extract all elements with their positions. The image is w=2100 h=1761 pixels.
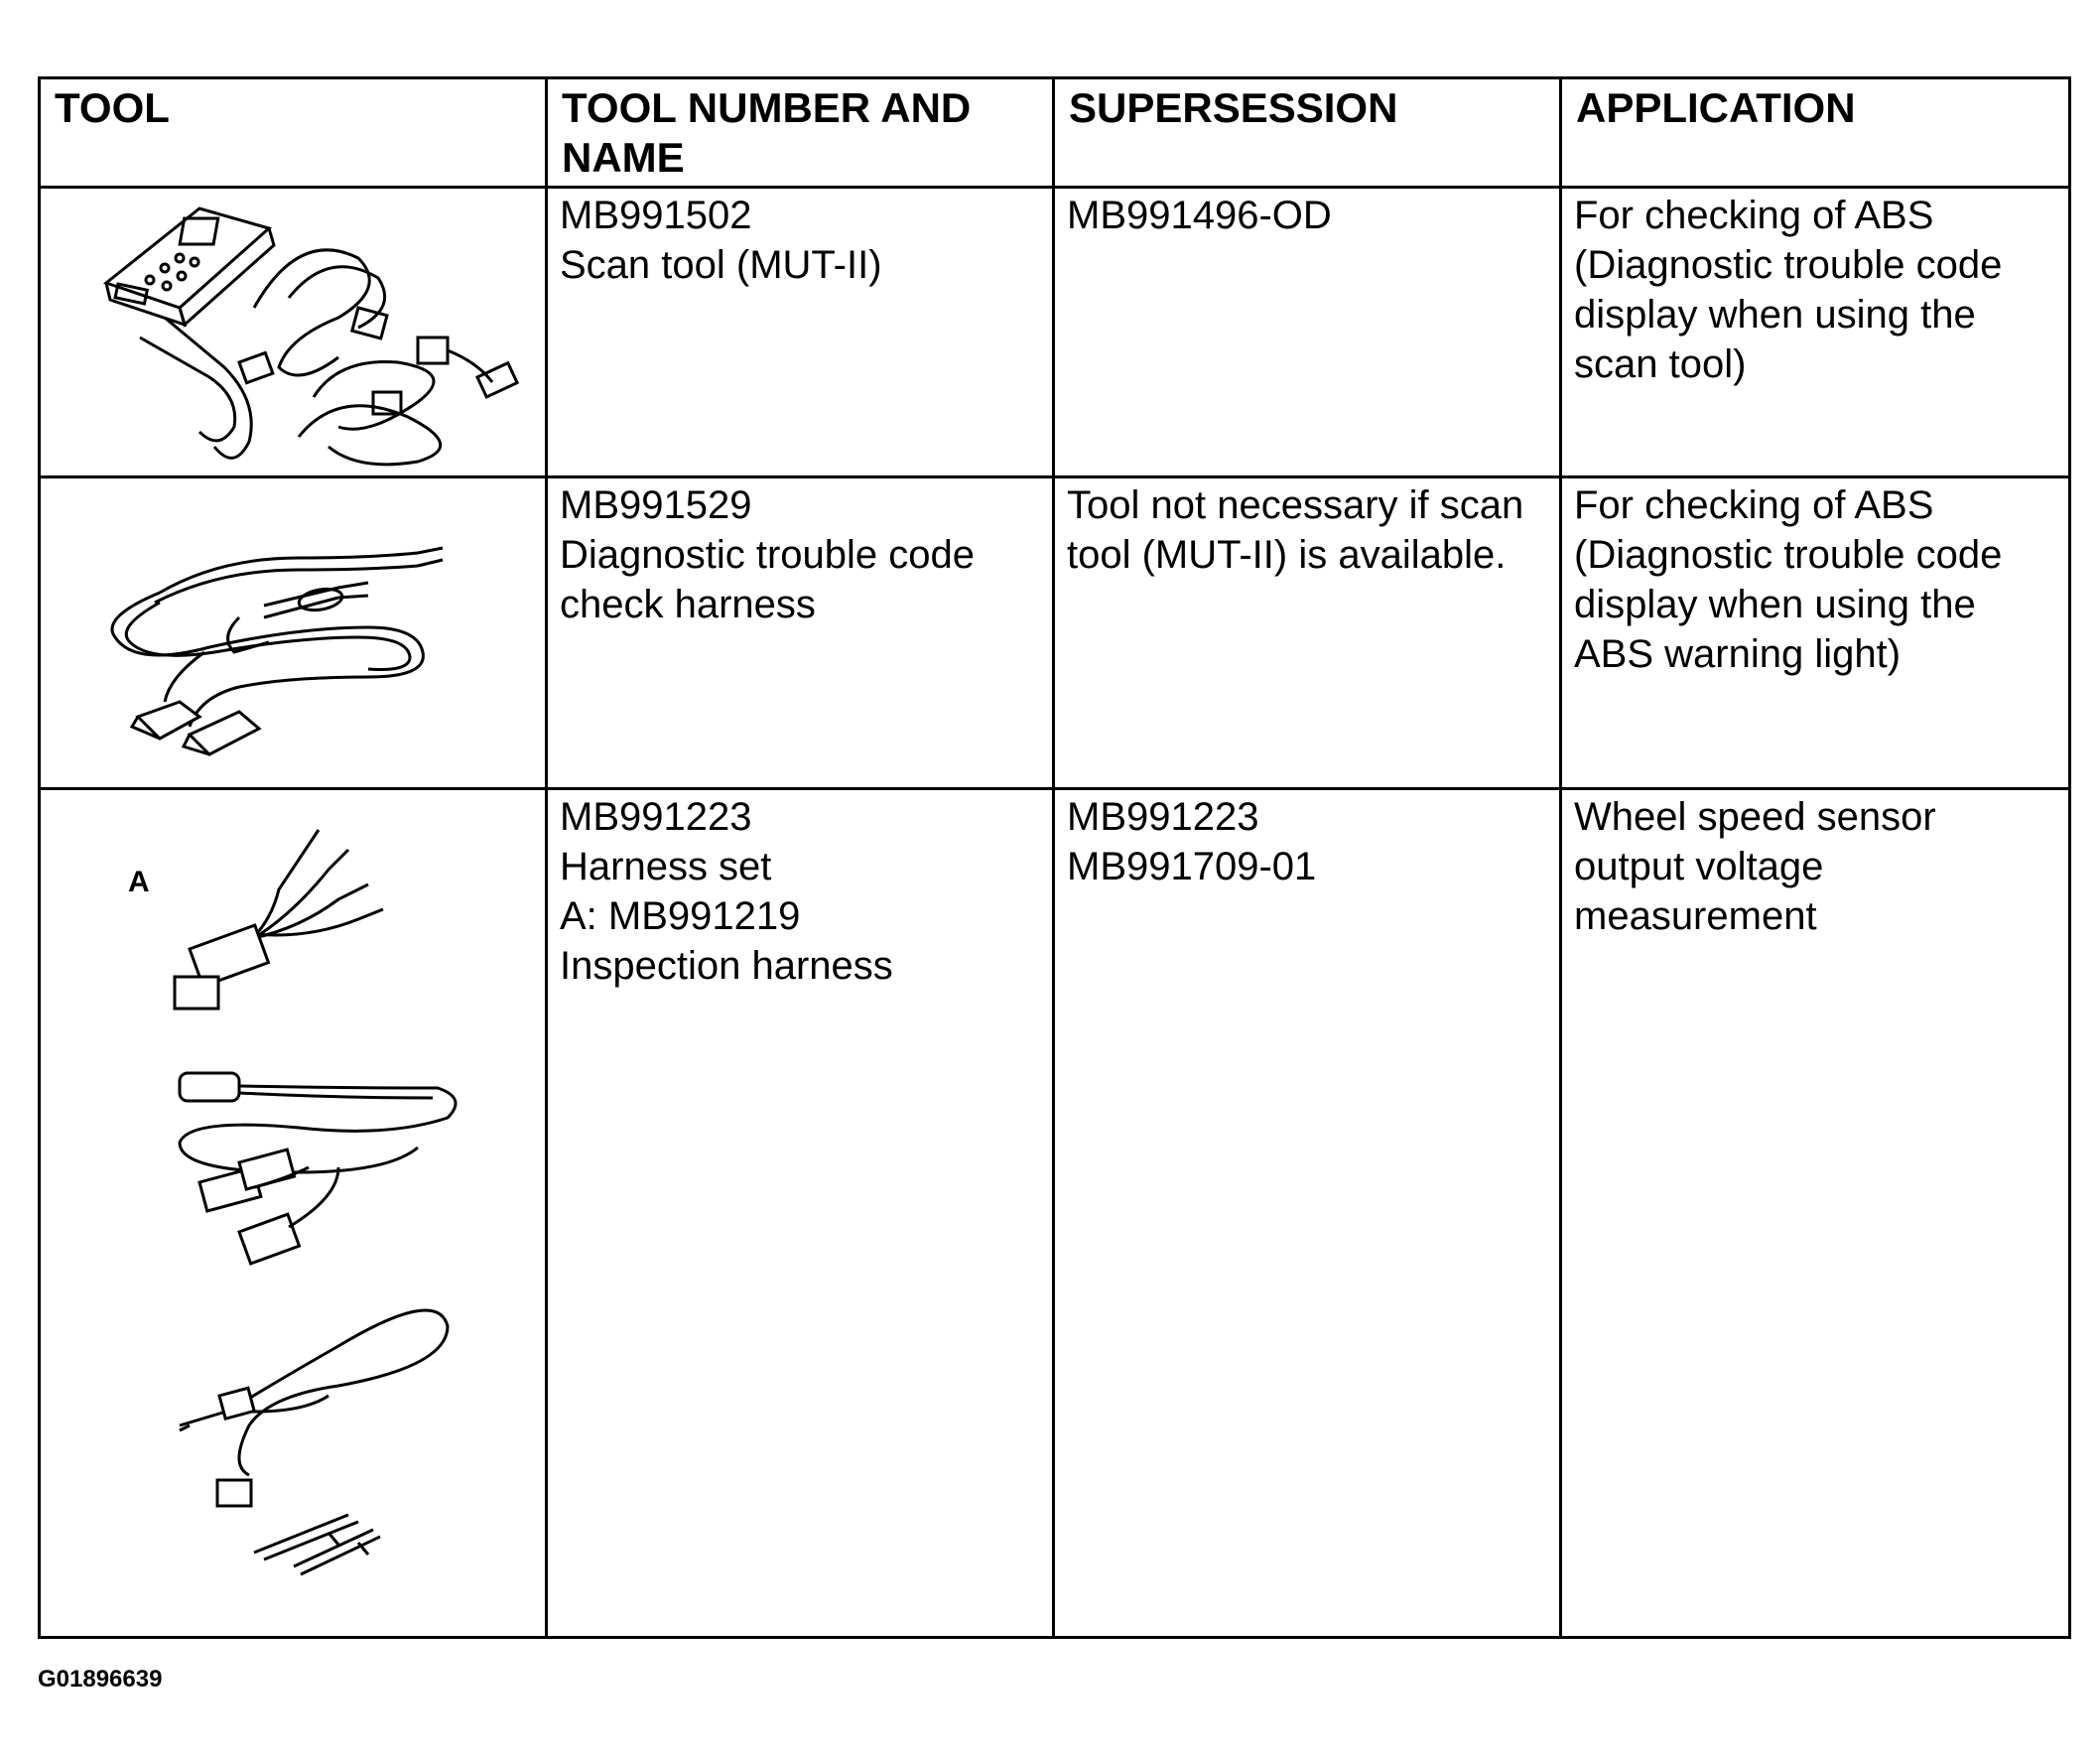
tool-name: Diagnostic trouble code check harness (560, 533, 976, 626)
header-supersession: SUPERSESSION (1054, 78, 1561, 188)
supersession-cell (1054, 789, 1561, 1638)
tool-image-cell (40, 477, 547, 789)
table-row (40, 188, 2070, 477)
tool-name: Scan tool (MUT-II) (560, 243, 882, 287)
figure-label: A (128, 866, 150, 898)
tool-number-cell (547, 188, 1054, 477)
application-value: For checking of ABS (Diagnostic trouble code display when using the scan tool) (1574, 194, 2003, 386)
supersession-value: MB991223 (1067, 795, 1259, 839)
tool-number-cell (547, 789, 1054, 1638)
tool-image-cell (40, 789, 547, 1638)
application-cell (1561, 477, 2070, 789)
tool-number: MB991223 (560, 795, 752, 839)
special-tools-sheet (38, 76, 2068, 1639)
tool-number: MB991502 (560, 194, 752, 237)
tool-image-cell (40, 188, 547, 477)
header-application: APPLICATION (1561, 78, 2070, 188)
application-cell (1561, 188, 2070, 477)
header-tool: TOOL (40, 78, 547, 188)
supersession-cell (1054, 188, 1561, 477)
table-row (40, 789, 2070, 1638)
tool-number: MB991529 (560, 483, 752, 527)
scan-tool-illustration-icon (41, 189, 548, 478)
header-row (40, 78, 2070, 188)
application-cell (1561, 789, 2070, 1638)
special-tools-table (38, 76, 2071, 1639)
application-value: Wheel speed sensor output voltage measurement (1574, 795, 1936, 938)
application-value: For checking of ABS (Diagnostic trouble code display when using the ABS warning light) (1574, 483, 2003, 676)
supersession-value-2: MB991709-01 (1067, 845, 1317, 888)
sub-item-name: Inspection harness (560, 944, 893, 988)
header-tool-number-and-name: TOOL NUMBER AND NAME (547, 78, 1054, 188)
table-row (40, 477, 2070, 789)
supersession-value: Tool not necessary if scan tool (MUT-II) is available. (1067, 483, 1524, 577)
figure-id: G01896639 (38, 1666, 163, 1693)
supersession-cell (1054, 477, 1561, 789)
harness-set-illustration-icon (41, 790, 548, 1639)
sub-item-number: A: MB991219 (560, 894, 801, 938)
supersession-value: MB991496-OD (1067, 194, 1332, 237)
tool-number-cell (547, 477, 1054, 789)
check-harness-illustration-icon (41, 478, 548, 790)
tool-name: Harness set (560, 845, 772, 888)
